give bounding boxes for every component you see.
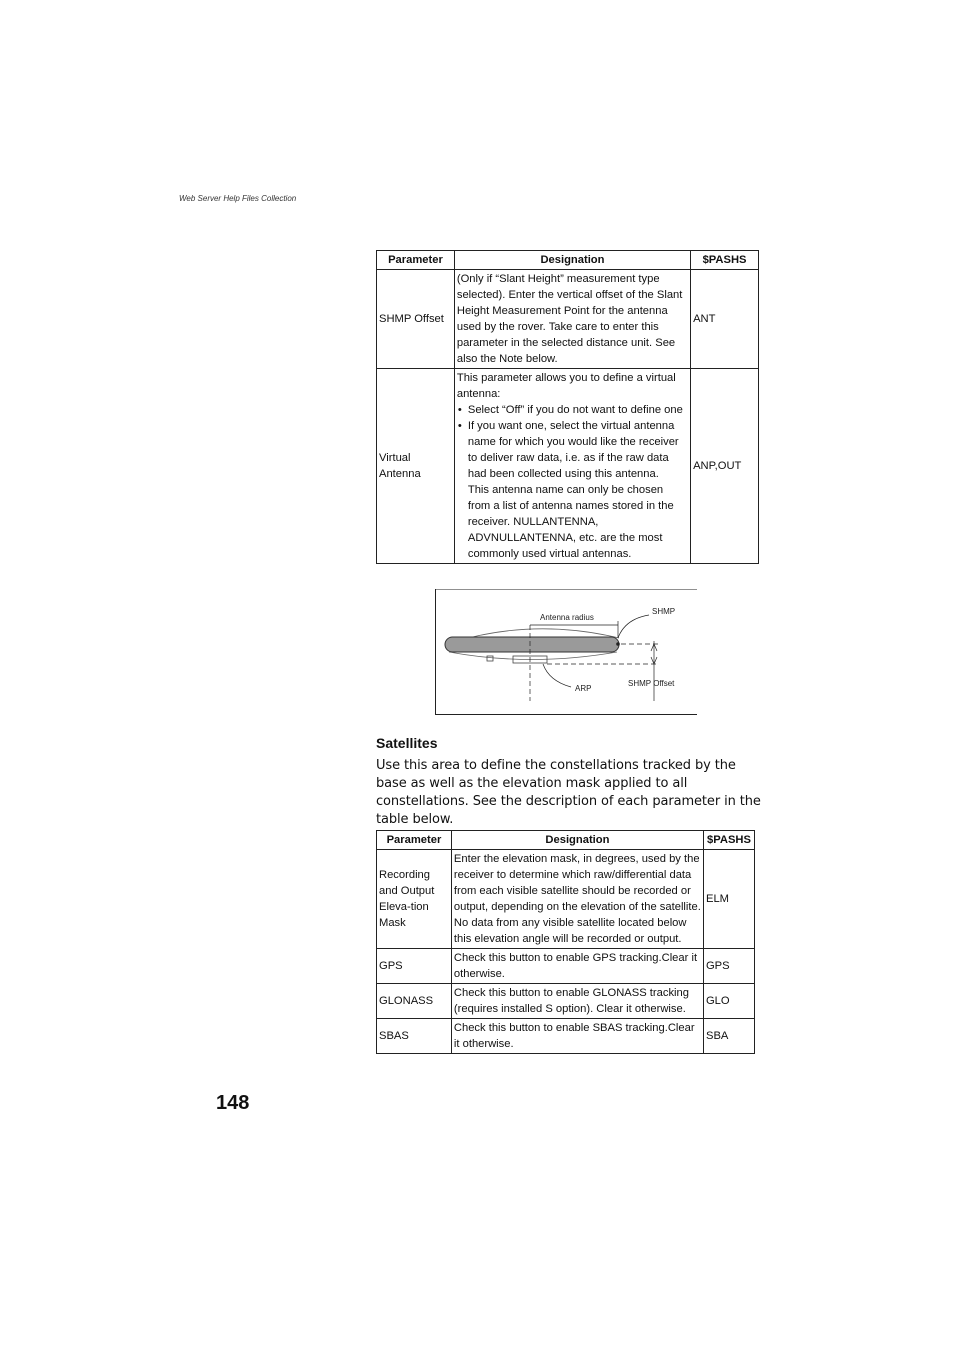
shmp-label: SHMP (652, 607, 676, 616)
column-header-designation: Designation (454, 251, 690, 270)
antenna-parameters-table (376, 250, 759, 564)
column-header-pashs: $PASHS (691, 251, 759, 270)
section-title: Satellites (376, 735, 438, 751)
parameter-cell: Virtual Antenna (377, 369, 455, 564)
parameter-cell: GPS (377, 949, 452, 984)
designation-cell: Check this button to enable SBAS tracking.Clear it otherwise. (451, 1019, 703, 1054)
table-row (377, 369, 759, 564)
pashs-cell: GLO (703, 984, 754, 1019)
column-header-pashs: $PASHS (703, 831, 754, 850)
column-header-designation: Designation (451, 831, 703, 850)
list-item (457, 418, 688, 562)
shmp-offset-label: SHMP Offset (628, 679, 675, 688)
column-header-parameter: Parameter (377, 831, 452, 850)
pashs-cell: SBA (703, 1019, 754, 1054)
table-header-row (377, 831, 755, 850)
designation-cell: (Only if “Slant Height” measurement type selected). Enter the vertical offset of the Slant Height Measurement Point for the antenna used by the rover. Take care to enter this parameter in the selected distance unit. See also the Note below. (454, 270, 690, 369)
designation-cell: Check this button to enable GPS tracking.Clear it otherwise. (451, 949, 703, 984)
table-row (377, 270, 759, 369)
satellites-parameters-table (376, 830, 755, 1054)
pashs-cell: GPS (703, 949, 754, 984)
antenna-tab (487, 656, 493, 661)
parameter-cell: SBAS (377, 1019, 452, 1054)
designation-cell: Check this button to enable GLONASS tracking (requires installed S option). Clear it otherwise. (451, 984, 703, 1019)
table-row (377, 949, 755, 984)
parameter-cell: Recording and Output Eleva-tion Mask (377, 850, 452, 949)
table-header-row (377, 251, 759, 270)
bullet-continuation: This antenna name can only be chosen from a list of antenna names stored in the receiver. NULLANTENNA, ADVNULLANTENNA, etc. are the most commonly used virtual antennas. (467, 484, 674, 560)
page-number: 148 (216, 1092, 250, 1114)
pashs-cell: ANT (691, 270, 759, 369)
shmp-point-marker (616, 642, 620, 646)
parameter-cell: SHMP Offset (377, 270, 455, 369)
antenna-diagram-svg (435, 589, 697, 715)
antenna-radius-label: Antenna radius (540, 613, 594, 622)
section-body: Use this area to define the constellations tracked by the base as well as the elevation mask applied to all constellations. See the description of each parameter in the table below. (376, 758, 761, 827)
designation-cell: Enter the elevation mask, in degrees, used by the receiver to determine which raw/differential data from each visible satellite should be recorded or output, depending on the elevation of the satellite. No data from any visible satellite located below this elevation angle will be recorded or output. (451, 850, 703, 949)
running-header: Web Server Help Files Collection (179, 194, 297, 203)
parameter-cell: GLONASS (377, 984, 452, 1019)
table-row (377, 984, 755, 1019)
pashs-cell: ANP,OUT (691, 369, 759, 564)
designation-intro: This parameter allows you to define a virtual antenna: (456, 372, 676, 400)
pashs-cell: ELM (703, 850, 754, 949)
column-header-parameter: Parameter (377, 251, 455, 270)
arp-leader-line (543, 664, 571, 687)
table-row (377, 850, 755, 949)
antenna-diagram (435, 589, 697, 715)
designation-bullet-list (457, 402, 688, 562)
arp-label: ARP (575, 684, 592, 693)
designation-cell (454, 369, 690, 564)
bullet-text: If you want one, select the virtual antenna name for which you would like the receiver to deliver raw data, i.e. as if the raw data had been collected using this antenna. (467, 420, 679, 480)
shmp-leader-line (618, 615, 649, 638)
list-item: • Select “Off” if you do not want to define one (457, 402, 688, 418)
antenna-body (445, 637, 619, 652)
table-row (377, 1019, 755, 1054)
